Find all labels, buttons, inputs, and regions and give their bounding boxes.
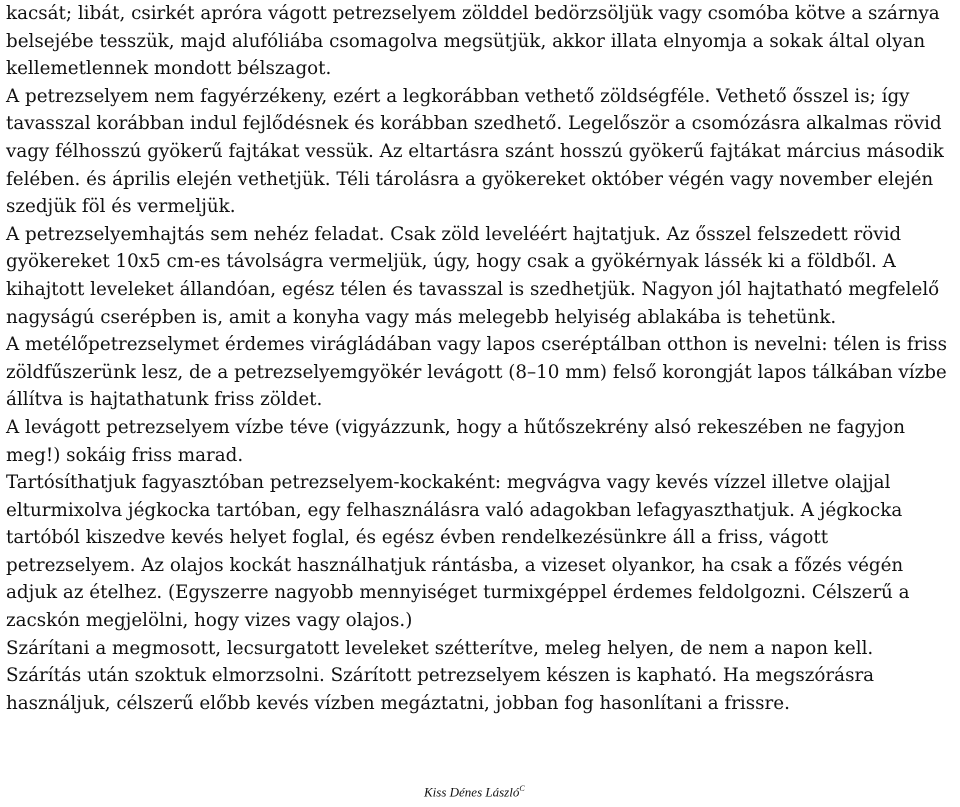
paragraph-drying: Szárítani a megmosott, lecsurgatott leveleket szétterítve, meleg helyen, de nem a napon kell. Szárítás után szoktuk elmorzsolni. Szárított petrezselyem készen is kapható. Ha megszórásra használjuk, célszerű előbb kevés vízben megáztatni, jobban fog hasonlítani a frissre. xyxy=(6,637,875,714)
paragraph-leaf-parsley: A metélőpetrezselymet érdemes virágládában vagy lapos cseréptálban otthon is nevelni: télen is friss zöldfűszerünk lesz, de a petrezselyemgyökér levágott (8–10 mm) felső korongját lapos tálkában vízbe állítva is hajtathatunk friss zöldet. xyxy=(6,334,947,411)
paragraph-water-storage: A levágott petrezselyem vízbe téve (vigyázzunk, hogy a hűtőszekrény alsó rekeszében ne fagyjon meg!) sokáig friss marad. xyxy=(6,416,906,466)
paragraph-forcing: A petrezselyemhajtás sem nehéz feladat. Csak zöld leveléért hajtatjuk. Az ősszel felszedett rövid gyökereket 10x5 cm-es távolságra vermeljük, úgy, hogy csak a gyökérnyak lássék ki a földből. A kihajtott leveleket állandóan, egész télen és tavasszal is szedhetjük. Nagyon jól hajtatható megfelelő nagyságú cserépben is, amit a konyha vagy más melegebb helyiség ablakába is tehetünk. xyxy=(6,223,940,328)
paragraph-sowing: A petrezselyem nem fagyérzékeny, ezért a legkorábban vethető zöldségféle. Vethető ősszel is; így tavasszal korábban indul fejlődésnek és korábban szedhető. Legelőször a csomózásra alkalmas rövid vagy félhosszú gyökerű fajtákat vessük. Az eltartásra szánt hosszú gyökerű fajtákat március második felében. és április elején vethetjük. Téli tárolásra a gyökereket október végén vagy november elején szedjük föl és vermeljük. xyxy=(6,85,944,218)
paragraph-roasting: kacsát; libát, csirkét apróra vágott petrezselyem zölddel bedörzsöljük vagy csomóba kötve a szárnya belsejébe tesszük, majd alufóliába csomagolva megsütjük, akkor illata elnyomja a sokak által olyan kellemetlennek mondott bélszagot. xyxy=(6,3,940,80)
paragraph-freezing: Tartósíthatjuk fagyasztóban petrezselyem-kockaként: megvágva vagy kevés vízzel illetve olajjal elturmixolva jégkocka tartóban, egy felhasználásra való adagokban lefagyaszthatjuk. A jégkocka tartóból kiszedve kevés helyet foglal, és egész évben rendelkezésünkre áll a friss, vágott petrezselyem. Az olajos kockát használhatjuk rántásba, a vizeset olyankor, ha csak a főzés végén adjuk az ételhez. (Egyszerre nagyobb mennyiséget turmixgéppel érdemes feldolgozni. Célszerű a zacskón megjelölni, hogy vizes vagy olajos.) xyxy=(6,472,910,632)
author-mark: C xyxy=(519,784,525,793)
author-name: Kiss Dénes László xyxy=(424,784,520,800)
author-signature xyxy=(424,781,525,800)
